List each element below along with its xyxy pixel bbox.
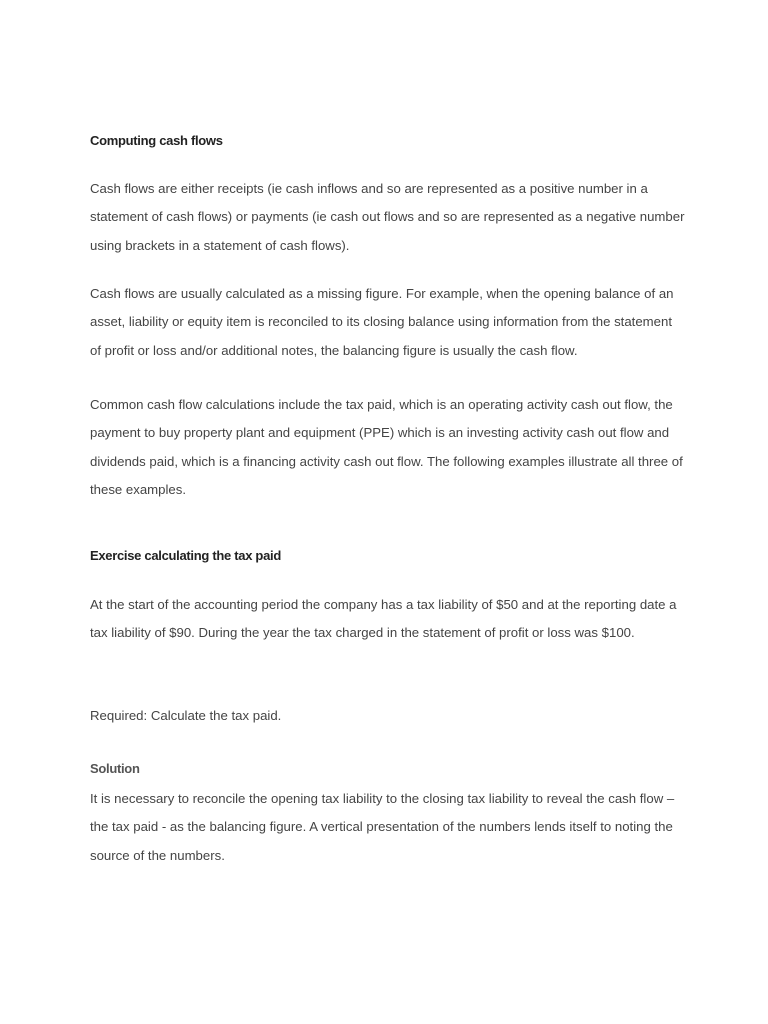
paragraph-missing-figure: Cash flows are usually calculated as a missing figure. For example, when the opening balance of an asset, liability or equity item is reconciled to its closing balance using information from the statement of profit or loss and/or additional notes, the balancing figure is usually the cash flow. bbox=[90, 286, 674, 358]
paragraph-required: Required: Calculate the tax paid. bbox=[90, 708, 282, 723]
paragraph-solution-explanation: It is necessary to reconcile the opening tax liability to the closing tax liability to reveal the cash flow – the tax paid - as the balancing figure. A vertical presentation of the numbers lends itself to noting the source of the numbers. bbox=[90, 791, 675, 863]
section-heading-computing-cash-flows: Computing cash flows bbox=[90, 133, 223, 148]
paragraph-exercise-facts: At the start of the accounting period the company has a tax liability of $50 and at the reporting date a tax liability of $90. During the year the tax charged in the statement of profit or loss was $100. bbox=[90, 597, 677, 641]
section-heading-exercise-tax-paid: Exercise calculating the tax paid bbox=[90, 548, 281, 563]
paragraph-common-calculations: Common cash flow calculations include the tax paid, which is an operating activity cash out flow, the payment to buy property plant and equipment (PPE) which is an investing activity cash out flow and dividends paid, which is a financing activity cash out flow. The following examples illustrate all three of these examples. bbox=[90, 397, 683, 498]
paragraph-cash-flows-definition: Cash flows are either receipts (ie cash inflows and so are represented as a positive number in a statement of cash flows) or payments (ie cash out flows and so are represented as a negative number using brackets in a statement of cash flows). bbox=[90, 181, 685, 253]
section-heading-solution: Solution bbox=[90, 761, 140, 776]
